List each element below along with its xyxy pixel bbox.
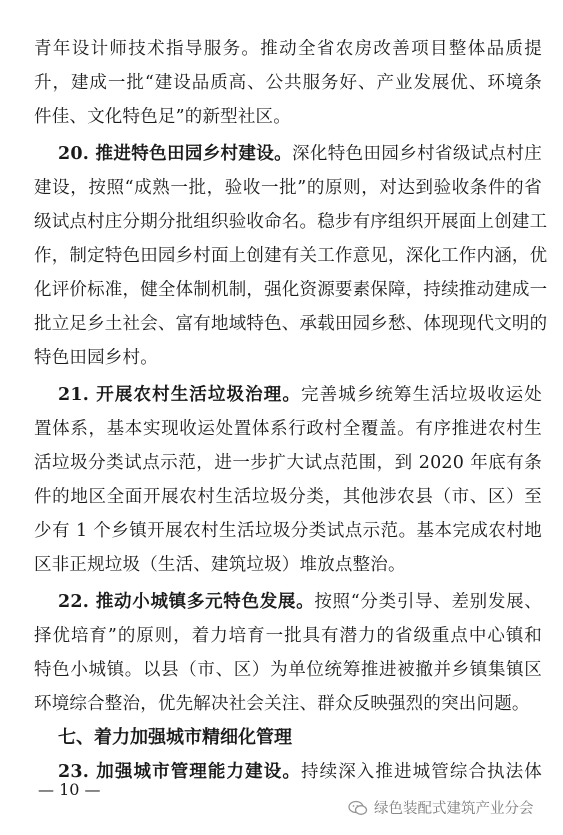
text-line <box>34 554 542 576</box>
line-text: 升，建成一批“建设品质高、公共服务好、产业发展优、环境条 <box>34 73 542 93</box>
text-line <box>58 143 542 165</box>
line-text: 持续深入推进城管综合执法体 <box>300 762 542 782</box>
section-heading: 七、着力加强城市精细化管理 <box>58 727 292 748</box>
line-text: 化评价标准，健全体制机制，强化资源要素保障，持续推动建成一 <box>34 280 548 300</box>
line-text: 特色田园乡村。 <box>34 348 158 368</box>
text-line <box>34 452 542 474</box>
text-line <box>34 659 542 681</box>
text-line <box>34 72 542 94</box>
text-line <box>34 211 548 233</box>
text-line <box>58 761 542 783</box>
line-text: 建设，按照“成熟一批，验收一批”的原则，对达到验收条件的省 <box>34 178 542 198</box>
item-heading: 20. 推进特色田园乡村建设。 <box>58 144 293 164</box>
line-text: 少有 1 个乡镇开展农村生活垃圾分类试点示范。基本完成农村地 <box>34 521 542 541</box>
line-text: 级试点村庄分期分批组织验收命名。稳步有序组织开展面上创建工 <box>34 212 548 232</box>
item-heading: 22. 推动小城镇多元特色发展。 <box>58 592 315 612</box>
text-line <box>34 625 542 647</box>
line-text: 择优培育”的原则，着力培育一批具有潜力的省级重点中心镇和 <box>34 626 542 646</box>
line-text: 特色小城镇。以县（市、区）为单位统筹推进被撤并乡镇集镇区 <box>34 660 542 680</box>
text-line <box>34 418 542 440</box>
text-line <box>34 486 542 508</box>
line-text: 活垃圾分类试点示范，进一步扩大试点范围，到 2020 年底有条 <box>34 453 542 473</box>
line-text: 区非正规垃圾（生活、建筑垃圾）堆放点整治。 <box>34 555 406 575</box>
line-text: 环境综合整治，优先解决社会关注、群众反映强烈的突出问题。 <box>34 694 530 714</box>
text-line <box>34 106 542 128</box>
watermark <box>348 797 534 818</box>
text-line <box>34 38 542 60</box>
line-text: 件佳、文化特色足”的新型社区。 <box>34 107 291 127</box>
line-text: 完善城乡统筹生活垃圾收运处 <box>300 385 542 405</box>
text-line <box>34 177 542 199</box>
text-line <box>58 591 542 613</box>
text-line <box>34 347 542 369</box>
text-line <box>34 520 542 542</box>
line-text: 批立足乡土社会、富有地域特色、承载田园乡愁、体现现代文明的 <box>34 314 548 334</box>
line-text: 深化特色田园乡村省级试点村庄 <box>292 144 542 164</box>
text-line <box>58 384 542 406</box>
text-line <box>34 693 542 715</box>
line-text: 青年设计师技术指导服务。推动全省农房改善项目整体品质提 <box>34 39 542 59</box>
text-line <box>34 245 548 267</box>
line-text: 作，制定特色田园乡村面上创建有关工作意见，深化工作内涵，优 <box>34 246 548 266</box>
text-line <box>34 313 548 335</box>
text-line <box>34 279 548 301</box>
line-text: 按照“分类引导、差别发展、 <box>314 592 542 612</box>
line-text: 置体系，基本实现收运处置体系行政村全覆盖。有序推进农村生 <box>34 419 542 439</box>
watermark-text: 绿色装配式建筑产业分会 <box>374 801 534 817</box>
wechat-icon <box>348 800 368 816</box>
page-number: — 10 — <box>38 780 101 799</box>
item-heading: 23. 加强城市管理能力建设。 <box>58 762 301 782</box>
item-heading: 21. 开展农村生活垃圾治理。 <box>58 385 301 405</box>
line-text: 件的地区全面开展农村生活垃圾分类，其他涉农县（市、区）至 <box>34 487 542 507</box>
